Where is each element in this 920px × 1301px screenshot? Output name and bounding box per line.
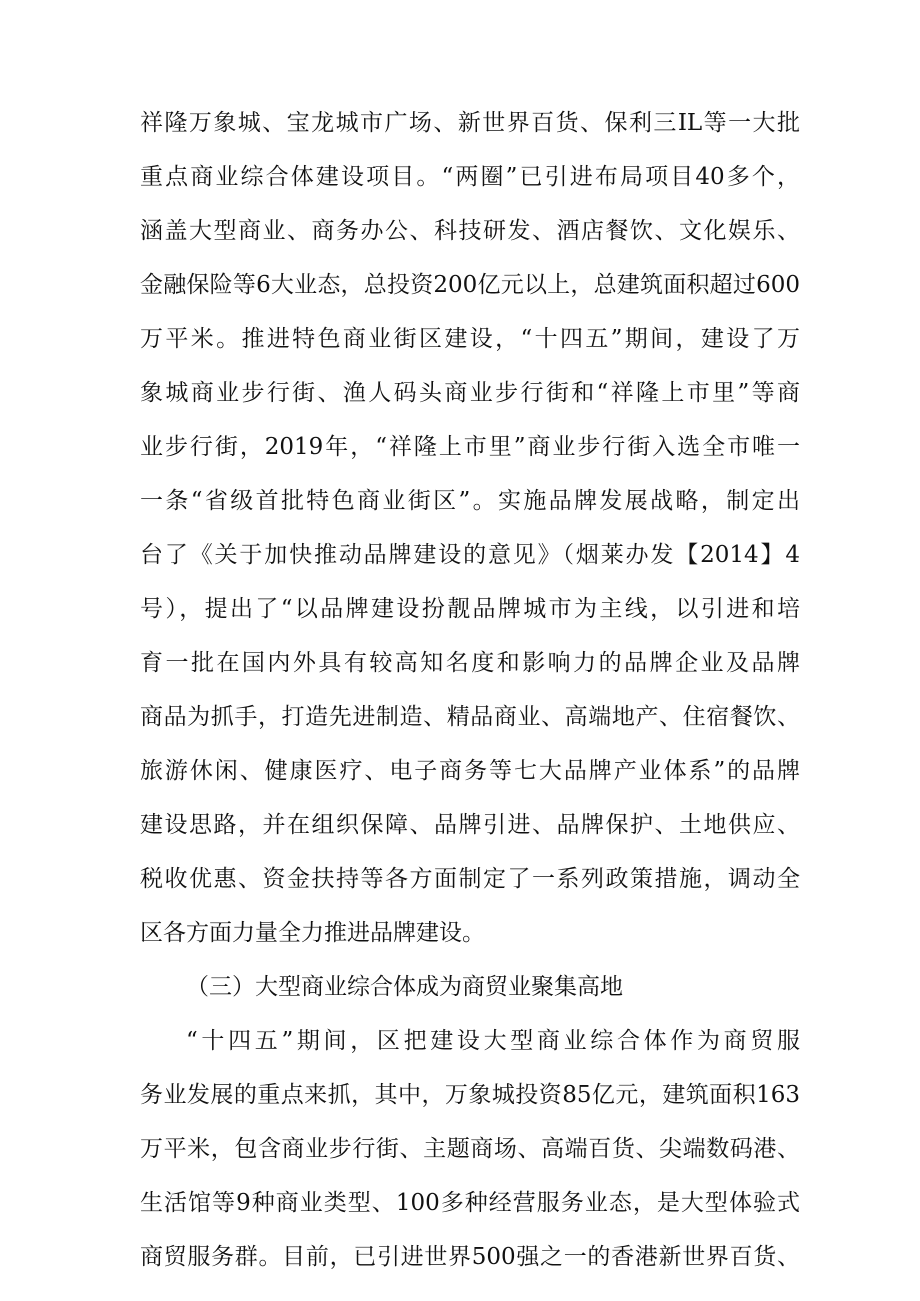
paragraph-commercial-complex <box>140 1014 800 1284</box>
text-line: 重点商业综合体建设项目。“两圈”已引进布局项目40多个， <box>140 164 800 190</box>
text-line: 务业发展的重点来抓，其中，万象城投资85亿元，建筑面积163 <box>140 1082 800 1108</box>
text-line: 万平米。推进特色商业街区建设，“十四五”期间，建设了万 <box>140 326 800 352</box>
text-line: 一条“省级首批特色商业街区”。实施品牌发展战略，制定出 <box>140 488 800 514</box>
text-line: 金融保险等6大业态，总投资200亿元以上，总建筑面积超过600 <box>140 272 800 298</box>
body-text <box>140 96 800 1284</box>
text-line: 区各方面力量全力推进品牌建设。 <box>140 920 485 946</box>
text-line: 生活馆等9种商业类型、100多种经营服务业态，是大型体验式 <box>140 1190 800 1216</box>
text-line: 旅游休闲、健康医疗、电子商务等七大品牌产业体系”的品牌 <box>140 758 800 784</box>
text-line: 台了《关于加快推动品牌建设的意见》（烟莱办发【2014】4 <box>140 542 800 568</box>
text-line: 涵盖大型商业、商务办公、科技研发、酒店餐饮、文化娱乐、 <box>140 218 800 244</box>
text-line: 商贸服务群。目前，已引进世界500强之一的香港新世界百货、 <box>140 1244 800 1270</box>
section-heading: （三）大型商业综合体成为商贸业聚集高地 <box>186 974 623 1000</box>
text-line: 号），提出了“以品牌建设扮靓品牌城市为主线，以引进和培 <box>140 596 800 622</box>
text-line: 祥隆万象城、宝龙城市广场、新世界百货、保利三IL等一大批 <box>140 110 800 136</box>
text-line: 育一批在国内外具有较高知名度和影响力的品牌企业及品牌 <box>140 650 800 676</box>
paragraph-brand-construction <box>140 96 800 960</box>
text-line: 商品为抓手，打造先进制造、精品商业、高端地产、住宿餐饮、 <box>140 704 800 730</box>
text-line: 万平米，包含商业步行街、主题商场、高端百货、尖端数码港、 <box>140 1136 800 1162</box>
text-line: 建设思路，并在组织保障、品牌引进、品牌保护、土地供应、 <box>140 812 800 838</box>
text-line: 税收优惠、资金扶持等各方面制定了一系列政策措施，调动全 <box>140 866 800 892</box>
text-line: “十四五”期间，区把建设大型商业综合体作为商贸服 <box>186 1028 800 1054</box>
text-line: 业步行街，2019年，“祥隆上市里”商业步行街入选全市唯一 <box>140 434 800 460</box>
text-line: 象城商业步行街、渔人码头商业步行街和“祥隆上市里”等商 <box>140 380 800 406</box>
